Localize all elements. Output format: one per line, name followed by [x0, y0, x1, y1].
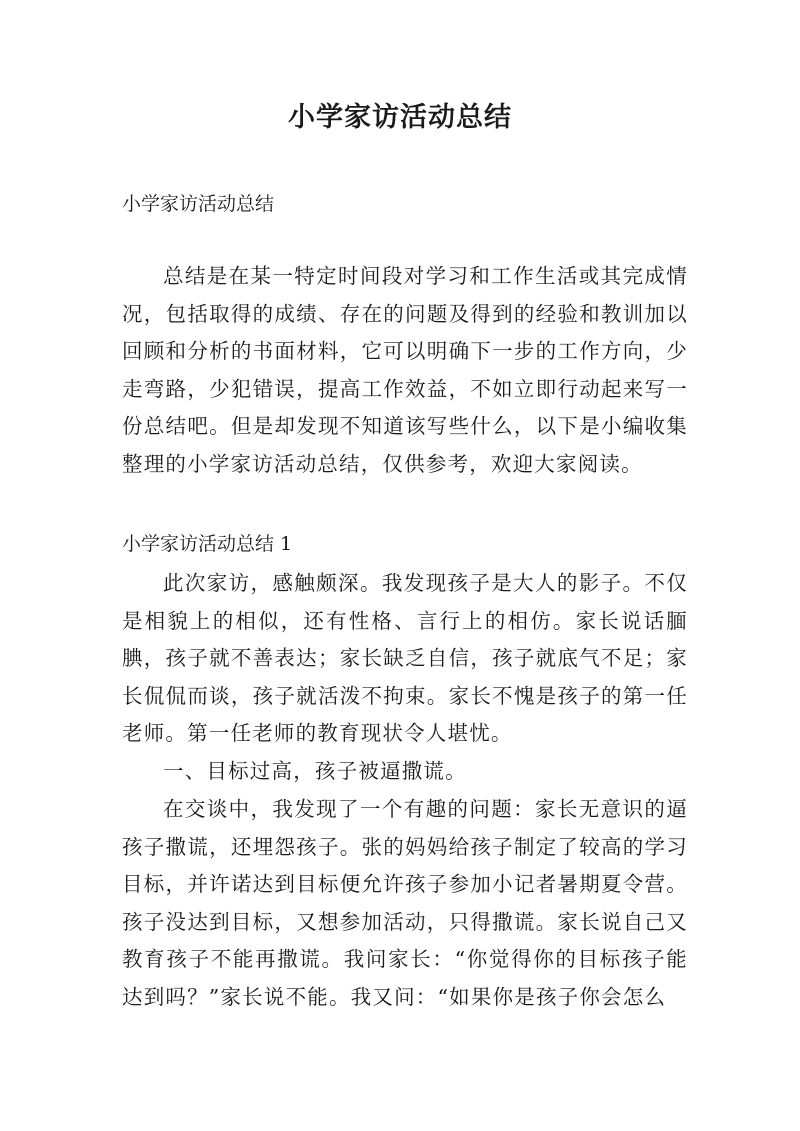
document-subtitle: 小学家访活动总结: [122, 193, 275, 215]
section-heading-1: 小学家访活动总结 1: [122, 533, 293, 555]
section-1-paragraph-1: 此次家访，感触颇深。我发现孩子是大人的影子。不仅是相貌上的相似，还有性格、言行上的相仿。家长说话腼腆，孩子就不善表达；家长缺乏自信，孩子就底气不足；家长侃侃而谈，孩子就活泼不拘束。家长不愧是孩子的第一任老师。第一任老师的教育现状令人堪忧。: [122, 571, 688, 745]
section-1-point-1: 一、目标过高，孩子被逼撒谎。: [163, 759, 467, 783]
intro-paragraph: 总结是在某一特定时间段对学习和工作生活或其完成情况，包括取得的成绩、存在的问题及得到的经验和教训加以回顾和分析的书面材料，它可以明确下一步的工作方向，少走弯路，少犯错误，提高工作效益，不如立即行动起来写一份总结吧。但是却发现不知道该写些什么，以下是小编收集整理的小学家访活动总结，仅供参考，欢迎大家阅读。: [122, 264, 688, 476]
document-title: 小学家访活动总结: [288, 102, 512, 133]
section-1-paragraph-2: 在交谈中，我发现了一个有趣的问题：家长无意识的逼孩子撒谎，还埋怨孩子。张的妈妈给孩子制定了较高的学习目标，并许诺达到目标便允许孩子参加小记者暑期夏令营。孩子没达到目标，又想参加活动，只得撒谎。家长说自己又教育孩子不能再撒谎。我问家长：“你觉得你的目标孩子能达到吗？”家长说不能。我又问：“如果你是孩子你会怎么: [122, 797, 688, 1009]
